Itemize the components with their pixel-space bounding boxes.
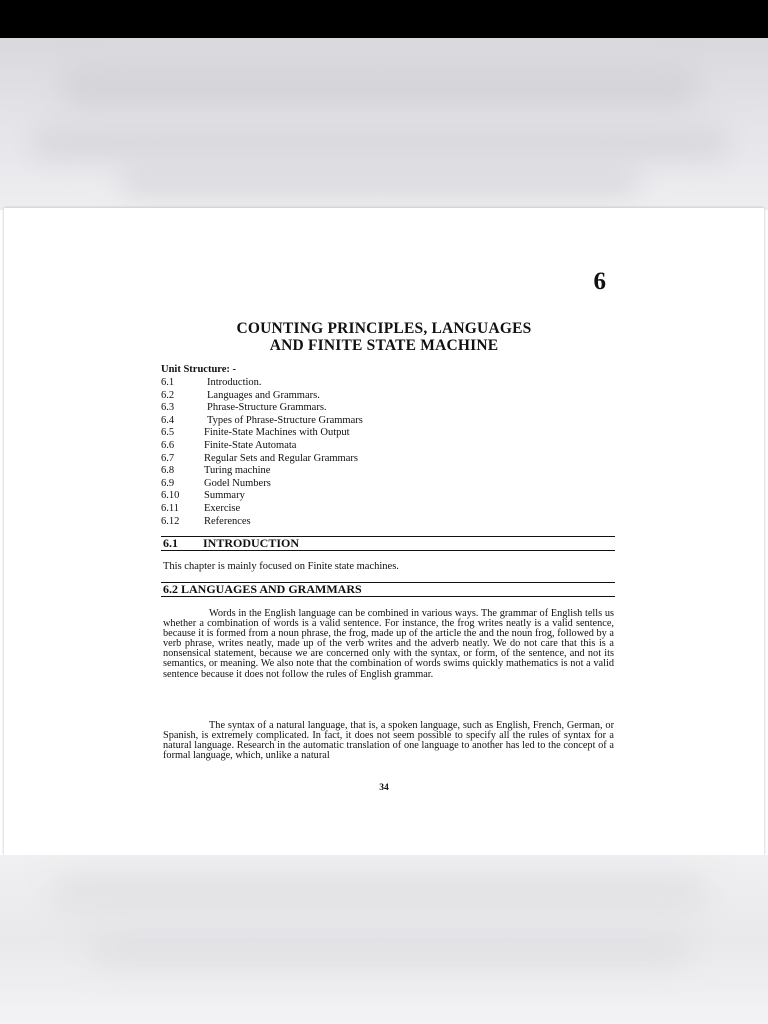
page-number: 34 [379,783,389,793]
section-heading-introduction [161,536,615,551]
toc-item-label: Turing machine [204,465,271,477]
toc-item-number: 6.6 [161,439,175,451]
unit-structure-heading: Unit Structure: - [161,364,237,375]
body-paragraph-2: The syntax of a natural language, that is, a spoken language, such as English, French, German, or Spanish, is extremely complicated. In fact, it does not seem possible to specify all the rules of syntax for a natural language. Research in the automatic translation of one language to another has led to the concept of a formal language, which, unlike a natural [163,720,614,762]
chapter-number: 6 [593,268,606,295]
toc-item [161,377,363,390]
toc-item-number: 6.9 [161,477,175,489]
toc-item [161,427,363,440]
table-of-contents [161,377,363,528]
toc-item-label: Godel Numbers [204,477,271,489]
section-title: 6.2 LANGUAGES AND GRAMMARS [163,582,362,596]
toc-item-label: Summary [204,490,245,502]
top-black-bar [0,0,768,38]
toc-item [161,453,363,466]
toc-item [161,490,363,503]
chapter-title [4,320,764,354]
toc-item-number: 6.7 [161,452,175,464]
toc-item-number: 6.2 [161,389,175,401]
toc-item-label: Finite-State Machines with Output [204,427,350,439]
toc-item [161,516,363,529]
toc-item-label: Introduction. [207,377,262,388]
introduction-text: This chapter is mainly focused on Finite state machines. [163,561,399,572]
section-number: 6.1 [163,536,178,550]
blurred-background-top [0,38,768,210]
toc-item-number: 6.12 [161,515,180,527]
toc-item-number: 6.1 [161,377,175,388]
toc-item [161,478,363,491]
toc-item-label: Exercise [204,502,241,514]
toc-item-label: Types of Phrase-Structure Grammars [207,414,363,426]
toc-item-number: 6.10 [161,490,180,502]
toc-item-label: References [204,515,251,527]
toc-item [161,440,363,453]
toc-item-number: 6.4 [161,414,175,426]
toc-item-label: Languages and Grammars. [207,389,320,401]
toc-item-number: 6.5 [161,427,175,439]
toc-item-label: Phrase-Structure Grammars. [207,402,327,414]
toc-item [161,415,363,428]
toc-item-number: 6.3 [161,402,175,414]
chapter-title-line-1: COUNTING PRINCIPLES, LANGUAGES [236,320,532,337]
body-paragraph-1: Words in the English language can be combined in various ways. The grammar of English tells us whether a combination of words is a valid sentence. For instance, the frog writes neatly is a valid sentence, because it is formed from a noun phrase, the frog, made up of the article the and the noun frog, followed by a verb phrase, writes neatly, made up of the verb writes and the adverb neatly. We do not care that this is a nonsensical statement, because we are concerned only with the syntax, or form, of the sentence, and not its semantics, or meaning. We also note that the combination of words swims quickly mathematics is not a valid sentence because it does not follow the rules of English grammar. [163,608,614,680]
toc-item-number: 6.8 [161,465,175,477]
document-page [4,208,764,855]
blurred-background-bottom [0,855,768,1024]
section-title: INTRODUCTION [203,536,300,550]
toc-item [161,402,363,415]
chapter-title-line-2: AND FINITE STATE MACHINE [269,337,499,354]
toc-item-label: Finite-State Automata [204,439,297,451]
toc-item [161,390,363,403]
toc-item-number: 6.11 [161,502,179,514]
toc-item-label: Regular Sets and Regular Grammars [204,452,358,464]
toc-item [161,465,363,478]
section-heading-languages-and-grammars [161,582,615,597]
toc-item [161,503,363,516]
